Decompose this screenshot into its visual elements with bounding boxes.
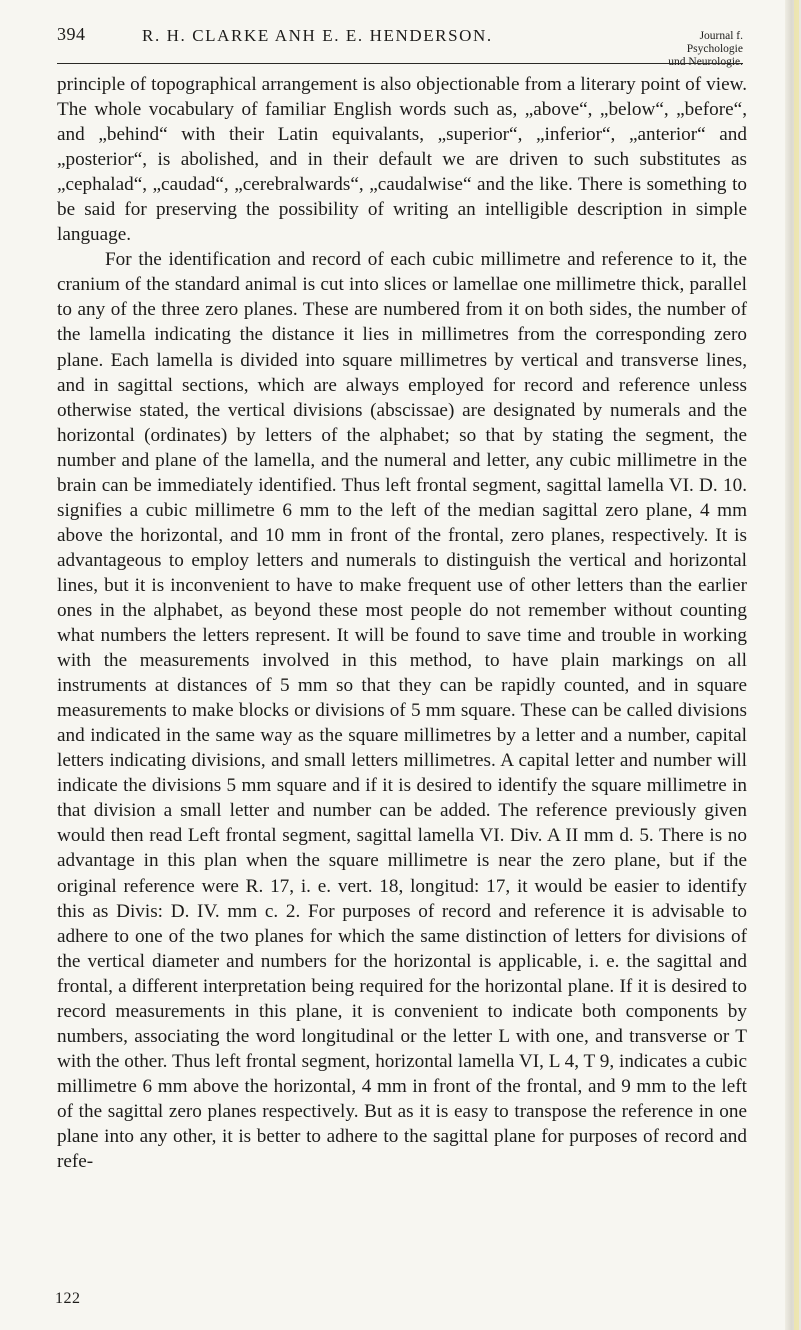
printer-signature: 122 [55, 1290, 81, 1307]
body-text [57, 72, 747, 1174]
paragraph-identification: For the identification and record of each cubic millimetre and reference to it, the cranium of the standard animal is cut into slices or lamellae one millimetre thick, parallel to any of the three zero planes. These are numbered from it on both sides, the number of the lamella indicating the distance it lies in millimetres from the corresponding zero plane. Each lamella is divided into square millimetres by vertical and transverse lines, and in sagittal sections, which are always employed for record and reference unless otherwise stated, the vertical divisions (abscissae) are designated by numerals and the horizontal (ordinates) by letters of the alphabet; so that by stating the segment, the number and plane of the lamella, and the numeral and letter, any cubic millimetre in the brain can be immediately identified. Thus left frontal segment, sagittal lamella VI. D. 10. signifies a cubic millimetre 6 mm to the left of the median sagittal zero plane, 4 mm above the horizontal, and 10 mm in front of the frontal, zero planes, respectively. It is advantageous to employ letters and numerals to distinguish the vertical and horizontal lines, but it is inconvenient to have to make frequent use of other letters than the earlier ones in the alphabet, as beyond these most people do not remember without counting what numbers the letters represent. It will be found to save time and trouble in working with the measurements involved in this method, to have plain markings on all instruments at distances of 5 mm so that they can be rapidly counted, and in square measurements to make blocks or divisions of 5 mm square. These can be called divisions and indicated in the same way as the square millimetres by a letter and a number, capital letters indicating divisions, and small letters millimetres. A capital letter and number will indicate the divisions 5 mm square and if it is desired to identify the square millimetre in that division a small letter and number can be added. The reference previously given would then read Left frontal segment, sagittal lamella VI. Div. A II mm d. 5. There is no advantage in this plan when the square millimetre is near the zero plane, but if the original reference were R. 17, i. e. vert. 18, longitud: 17, it would be easier to identify this as Divis: D. IV. mm c. 2. For purposes of record and reference it is advisable to adhere to one of the two planes for which the same distinction of letters for divisions of the vertical diameter and numbers for the horizontal is applicable, i. e. the sagittal and frontal, a different interpretation being required for the horizontal plane. If it is desired to record measurements in this plane, it is convenient to indicate both components by numbers, associating the word longitudinal or the letter L with one, and transverse or T with the other. Thus left frontal segment, horizontal lamella VI, L 4, T 9, indicates a cubic millimetre 6 mm above the horizontal, 4 mm in front of the frontal, and 9 mm to the left of the sagittal zero planes respectively. But as it is easy to transpose the reference in one plane into any other, it is better to adhere to the sagittal plane for purposes of record and refe- [57, 249, 747, 1173]
page-header [57, 22, 743, 68]
header-rule [57, 63, 743, 64]
journal-title-line2: und Neurologie. [668, 56, 743, 68]
journal-title-line1: Journal f. Psychologie [686, 30, 743, 55]
page-edge-highlight [794, 0, 799, 1330]
paragraph-continuation: principle of topographical arrangement is also objectionable from a literary point of view. The whole vocabulary of familiar English words such as, „above“, „below“, „before“, and „behind“ with their Latin equivalants, „superior“, „inferior“, „anterior“ and „posterior“, is abolished, and in their default we are driven to such substitutes as „cephalad“, „caudad“, „cerebralwards“, „caudalwise“ and the like. There is something to be said for preserving the possibility of writing an intelligible description in simple language. [57, 74, 747, 246]
running-head: R. H. CLARKE ANH E. E. HENDERSON. [142, 26, 493, 45]
page-number: 394 [57, 24, 86, 44]
